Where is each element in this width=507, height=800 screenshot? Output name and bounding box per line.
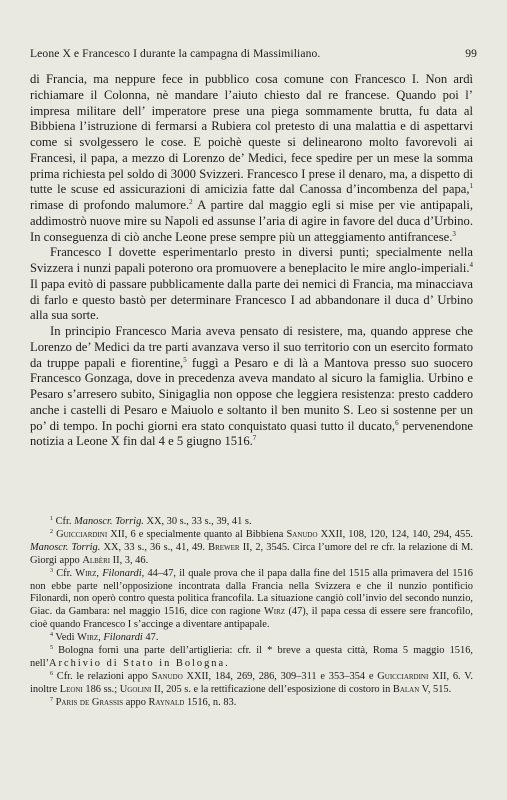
author-name: Paris de Grassis: [55, 696, 124, 708]
footnote-text: , 44–47, il quale prova che il papa dalla fine del 1515 alla primavera del 1516 non ebbe parte nell’opposizione incontrata dalla Francia nella Svizzera e che il nunzio pontificio Filonardi, non operò contro questa politica francofila. La situazione cangiò coll’invio del secondo nunzio, Giac. da Gambara: nel maggio 1516, dice con ragione: [30, 567, 473, 618]
footnote-text: XX, 33 s., 36 s., 41, 49.: [100, 541, 209, 553]
footnote-text: ,: [96, 567, 103, 579]
footnote-3: [30, 568, 473, 633]
footnote-ref: 3: [452, 229, 456, 238]
footnote-ref: 4: [469, 261, 473, 269]
page-header: [30, 47, 477, 60]
footnote-7: [30, 697, 473, 710]
source-title: Filonardi: [103, 632, 143, 644]
author-name: Albèri: [82, 554, 111, 566]
paragraph-1: [30, 72, 473, 245]
author-name: Sanudo: [286, 528, 318, 540]
footnote-text: XII, 6 e specialmente quanto al Bibbiena: [107, 528, 287, 540]
footnote-text: II, 205 s. e la rettificazione dell’esposizione di costoro in: [151, 683, 393, 695]
footnote-number: 3: [50, 567, 53, 574]
paragraph-text: rimase di profondo malumore.: [30, 198, 190, 212]
footnote-ref: 2: [189, 198, 193, 206]
paragraph-text: di Francia, ma neppure fece in pubblico cosa comune con Francesco I. Non ardì richiamare il Colonna, nè mandare l’aiuto chiesto dal re francese. Quando poi l’ impresa militare dell’ imperatore prese una piega sommamente brutta, fu data al Bibbiena l’istruzione di fermarsi a Rubiera col pretesto di una malattia e di aspettarvi come si svolgessero le cose. E poichè queste si delinearono molto favorevoli ai Francesi, il papa, a mezzo di Lorenzo de’ Medici, fece spedire per un mese la somma prima richiesta pel soldo di 3000 Svizzeri. Francesco I prese il denaro, ma, a dispetto di tutte le scuse ed assicurazioni di amicizia fatte dal Canossa d’incombenza del papa,: [30, 72, 473, 197]
footnote-text: Cfr. le relazioni appo: [56, 670, 152, 682]
footnote-text: ,: [98, 632, 104, 644]
author-name: Wirz: [77, 632, 99, 644]
footnote-text: 1516, n. 83.: [184, 696, 237, 708]
footnote-text: .: [225, 657, 228, 669]
footnote-4: [30, 632, 473, 645]
footnote-text: appo: [123, 696, 149, 708]
footnote-text: 186 ss.;: [82, 683, 120, 695]
footnote-number: 6: [50, 670, 53, 677]
source-title: Manoscr. Torrig.: [30, 541, 101, 553]
footnote-ref: 1: [469, 182, 473, 191]
author-name: Guicciardini: [377, 670, 429, 682]
paragraph-3: [30, 324, 473, 450]
footnote-number: 7: [50, 696, 53, 703]
author-name: Balan: [392, 683, 420, 695]
footnote-text: 47.: [142, 632, 159, 644]
paragraph-text: Il papa evitò di passare pubblicamente dalla parte dei nemici di Francia, ma minacciava di farlo e questo bastò per determinare Francesco I ad abbandonare il duca d’ Urbino alla sua sorte.: [30, 276, 473, 323]
author-name: Sanudo: [151, 670, 183, 682]
paragraph-text: fuggì a Pesaro e di là a Mantova presso suo suocero Francesco Gonzaga, dove in precedenza aveva mandato al sicuro la famiglia. Urbino e Pesaro s’arresero subito, Sinigaglia non oppose che leggiera resistenza: presto caddero anche i castelli di Pesaro e Maiuolo e soltanto il ben munito S. Leo si sostenne per un po’ di tempo. In pochi giorni era stato conquistato quasi tutto il ducato,: [30, 355, 473, 433]
footnote-number: 2: [50, 528, 53, 535]
footnote-text: (47), il papa cessa di essere sere francofilo, cioè quando Francesco I s’accinge a diventare antipapale.: [30, 606, 473, 631]
page-number: 99: [465, 47, 477, 60]
paragraph-2: [30, 245, 473, 324]
author-name: Brewer: [208, 541, 240, 553]
paragraph-text: Francesco I dovette esperimentarlo presto in diversi punti; specialmente nella Svizzera i nunzi papali poterono ora promuovere a beneplacito le mire anglo-imperiali.: [30, 245, 473, 275]
footnote-text: XXII, 184, 269, 286, 309–311 e 353–354 e: [182, 670, 378, 682]
footnote-text: Vedi: [55, 632, 78, 644]
footnotes: [30, 516, 473, 710]
author-name: Raynald: [148, 696, 185, 708]
footnote-1: [30, 516, 473, 529]
footnote-text: XXII, 108, 120, 124, 140, 294, 455.: [317, 528, 473, 540]
author-name: Leoni: [59, 683, 83, 695]
footnote-number: 4: [50, 632, 53, 639]
running-title: Leone X e Francesco I durante la campagna di Massimiliano.: [30, 47, 321, 60]
footnote-ref: 5: [183, 355, 187, 364]
main-text: [30, 72, 473, 450]
footnote-number: 5: [50, 645, 53, 652]
author-name: Ugolini: [119, 683, 152, 695]
footnote-text: XX, 30 s., 33 s., 39, 41 s.: [143, 516, 252, 527]
author-name: Wirz: [75, 567, 97, 579]
author-name: Guicciardini: [56, 528, 108, 540]
footnote-ref: 7: [252, 434, 257, 443]
archive-name: Archivio di Stato in Bologna: [49, 657, 226, 669]
footnote-text: Cfr.: [56, 567, 76, 579]
footnote-text: Bologna fornì una parte dell’artiglieria: cfr. il * breve a questa città, Roma 5 maggio 1516, nell’: [30, 645, 473, 669]
footnote-text: Cfr.: [55, 516, 75, 527]
footnote-ref: 6: [395, 418, 399, 427]
footnote-text: II, 2, 3545. Circa l’umore del re cfr. la relazione di M. Giorgi appo: [30, 541, 473, 566]
paragraph-text: pervenendone notizia a Leone X fin dal 4 e 5 giugno 1516.: [30, 418, 474, 449]
footnote-text: XII, 6. V. inoltre: [30, 670, 473, 695]
paragraph-text: In principio Francesco Maria aveva pensato di resistere, ma, quando apprese che Lorenzo de’ Medici da tre parti avanzava verso il suo territorio con un esercito formato da truppe papali e fiorentine,: [30, 324, 473, 370]
footnote-text: II, 3, 46.: [110, 554, 149, 566]
author-name: Wirz: [263, 606, 286, 618]
footnote-number: 1: [50, 516, 53, 522]
footnote-6: [30, 671, 473, 697]
footnote-text: V, 515.: [419, 683, 452, 695]
source-title: Filonardi: [102, 567, 142, 579]
source-title: Manoscr. Torrig.: [74, 516, 144, 527]
paragraph-text: A partire dal maggio egli si mise per vie antipapali, addimostrò nuove mire su Napoli ed assunse l’aria di agire in favore del duca d’Urbino. In conseguenza di ciò anche Leone prese sempre più un atteggiamento antifrancese.: [30, 198, 473, 244]
footnote-2: [30, 529, 473, 568]
footnote-5: [30, 645, 473, 671]
